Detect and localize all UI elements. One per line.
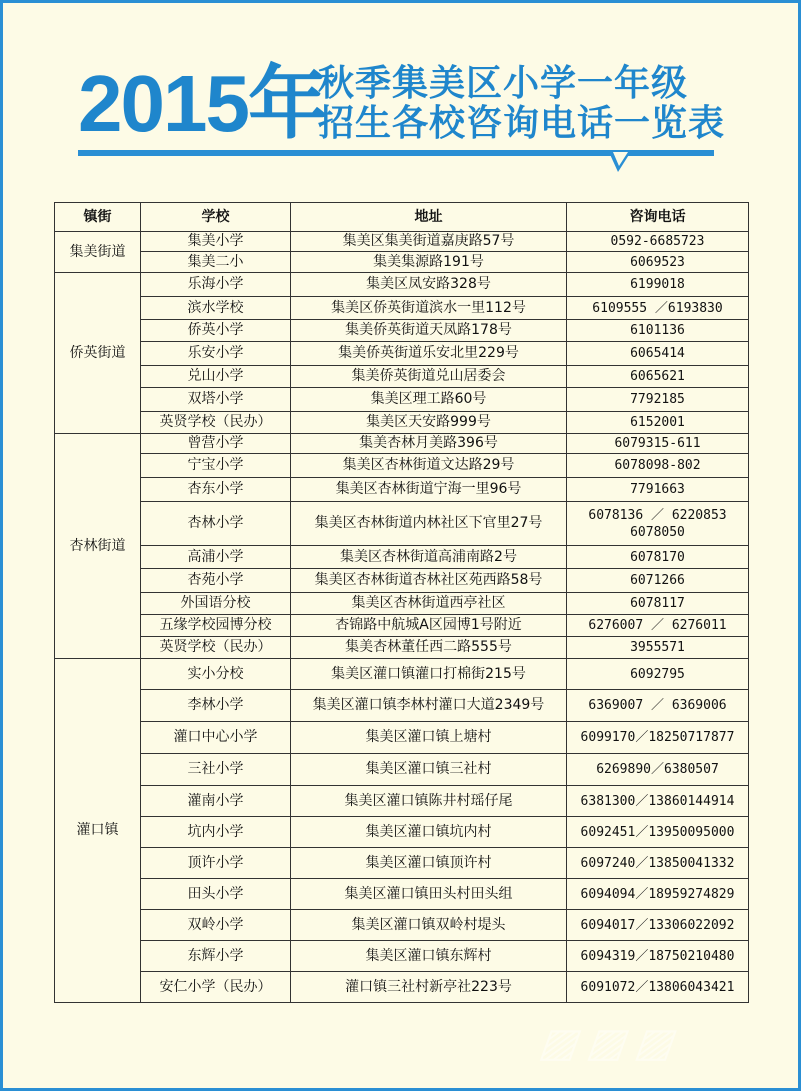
speech-bubble-tail-inner xyxy=(613,152,628,166)
address-cell: 集美区侨英街道滨水一里112号 xyxy=(291,297,567,320)
phone-cell xyxy=(567,366,749,388)
table-row xyxy=(55,786,749,817)
phone-number: 6065414 xyxy=(630,346,685,361)
phone-cell xyxy=(567,593,749,615)
school-cell: 杏苑小学 xyxy=(141,569,291,593)
phone-number: 6276007 ／ 6276011 xyxy=(588,618,727,633)
address-cell: 集美区杏林街道宁海一里96号 xyxy=(291,478,567,502)
address-cell: 集美侨英街道乐安北里229号 xyxy=(291,342,567,366)
table-row xyxy=(55,593,749,615)
table-row xyxy=(55,297,749,320)
title-line-2: 招生各校咨询电话一览表 xyxy=(318,103,726,144)
address-cell: 集美区灌口镇李林村灌口大道2349号 xyxy=(291,690,567,722)
table-row xyxy=(55,273,749,297)
school-cell: 安仁小学（民办） xyxy=(141,972,291,1003)
district-cell: 侨英街道 xyxy=(55,273,141,434)
table-row xyxy=(55,941,749,972)
address-cell: 集美区灌口镇顶许村 xyxy=(291,848,567,879)
phone-cell xyxy=(567,972,749,1003)
school-cell: 田头小学 xyxy=(141,879,291,910)
phone-number: 6078170 xyxy=(630,549,685,565)
table-row xyxy=(55,252,749,273)
school-phone-table xyxy=(54,202,749,1003)
address-cell: 集美杏林月美路396号 xyxy=(291,434,567,454)
school-cell: 集美小学 xyxy=(141,232,291,252)
phone-number: 6109555 ／6193830 xyxy=(592,300,723,316)
column-header-address: 地址 xyxy=(291,203,567,232)
phone-cell xyxy=(567,941,749,972)
table-row xyxy=(55,659,749,690)
address-cell: 集美区凤安路328号 xyxy=(291,273,567,297)
phone-cell xyxy=(567,232,749,252)
phone-number: 6079315-611 xyxy=(614,436,701,451)
phone-cell xyxy=(567,637,749,659)
table-row xyxy=(55,388,749,412)
school-cell: 兑山小学 xyxy=(141,366,291,388)
phone-cell xyxy=(567,817,749,848)
title-year: 2015年 xyxy=(78,59,326,148)
school-cell: 双塔小学 xyxy=(141,388,291,412)
phone-cell xyxy=(567,754,749,786)
address-cell: 集美杏林董任西二路555号 xyxy=(291,637,567,659)
phone-number: 6097240／13850041332 xyxy=(580,855,735,871)
address-cell: 集美区杏林街道内林社区下官里27号 xyxy=(291,502,567,546)
address-cell: 集美区集美街道嘉庚路57号 xyxy=(291,232,567,252)
phone-cell xyxy=(567,879,749,910)
phone-number: 6078117 xyxy=(630,596,685,611)
school-cell: 乐安小学 xyxy=(141,342,291,366)
phone-number: 6381300／13860144914 xyxy=(580,793,735,809)
school-cell: 高浦小学 xyxy=(141,546,291,569)
title-line-1: 秋季集美区小学一年级 xyxy=(318,63,689,104)
phone-cell xyxy=(567,273,749,297)
phone-number: 6101136 xyxy=(630,323,685,338)
table-row xyxy=(55,637,749,659)
phone-number: 6094017／13306022092 xyxy=(580,917,735,933)
address-cell: 集美区灌口镇田头村田头组 xyxy=(291,879,567,910)
phone-number: 6152001 xyxy=(630,415,685,430)
school-cell: 滨水学校 xyxy=(141,297,291,320)
address-cell: 集美集源路191号 xyxy=(291,252,567,273)
address-cell: 集美区理工路60号 xyxy=(291,388,567,412)
district-cell: 杏林街道 xyxy=(55,434,141,659)
address-cell: 集美区杏林街道高浦南路2号 xyxy=(291,546,567,569)
watermark: ▨▨▨ xyxy=(534,1020,695,1066)
table-row xyxy=(55,434,749,454)
phone-cell xyxy=(567,910,749,941)
phone-cell xyxy=(567,569,749,593)
phone-cell xyxy=(567,615,749,637)
phone-number: 6091072／13806043421 xyxy=(580,979,735,995)
table-row xyxy=(55,478,749,502)
address-cell: 集美区灌口镇三社村 xyxy=(291,754,567,786)
phone-cell xyxy=(567,502,749,546)
address-cell: 集美区灌口镇坑内村 xyxy=(291,817,567,848)
phone-number: 7792185 xyxy=(630,392,685,407)
page-header xyxy=(78,59,728,152)
phone-cell xyxy=(567,690,749,722)
school-cell: 杏东小学 xyxy=(141,478,291,502)
address-cell: 集美区杏林街道文达路29号 xyxy=(291,454,567,478)
table-row xyxy=(55,546,749,569)
phone-number: 6078098-802 xyxy=(614,458,701,473)
table-row xyxy=(55,910,749,941)
table-row xyxy=(55,320,749,342)
district-cell: 集美街道 xyxy=(55,232,141,273)
phone-number: 6269890／6380507 xyxy=(596,762,719,777)
school-cell: 李林小学 xyxy=(141,690,291,722)
phone-cell xyxy=(567,722,749,754)
table-body xyxy=(55,232,749,1003)
phone-cell xyxy=(567,546,749,569)
phone-cell xyxy=(567,297,749,320)
school-cell: 五缘学校园博分校 xyxy=(141,615,291,637)
table-row xyxy=(55,569,749,593)
phone-cell xyxy=(567,848,749,879)
school-cell: 灌口中心小学 xyxy=(141,722,291,754)
phone-number: 6369007 ／ 6369006 xyxy=(588,698,727,713)
table-row xyxy=(55,502,749,546)
phone-cell xyxy=(567,454,749,478)
phone-cell xyxy=(567,252,749,273)
column-header-phone: 咨询电话 xyxy=(567,203,749,232)
table-row xyxy=(55,722,749,754)
school-cell: 乐海小学 xyxy=(141,273,291,297)
phone-cell xyxy=(567,478,749,502)
address-cell: 集美区灌口镇灌口打棉街215号 xyxy=(291,659,567,690)
table-row xyxy=(55,342,749,366)
table-row xyxy=(55,412,749,434)
phone-cell xyxy=(567,434,749,454)
address-cell: 集美区杏林街道杏林社区苑西路58号 xyxy=(291,569,567,593)
phone-number: 6065621 xyxy=(630,369,685,384)
table-header-row xyxy=(55,203,749,232)
school-cell: 集美二小 xyxy=(141,252,291,273)
phone-cell xyxy=(567,659,749,690)
phone-number: 6094094／18959274829 xyxy=(580,886,735,902)
school-cell: 顶许小学 xyxy=(141,848,291,879)
table-row xyxy=(55,817,749,848)
school-cell: 侨英小学 xyxy=(141,320,291,342)
school-cell: 曾营小学 xyxy=(141,434,291,454)
school-cell: 坑内小学 xyxy=(141,817,291,848)
school-cell: 宁宝小学 xyxy=(141,454,291,478)
phone-cell xyxy=(567,342,749,366)
table-row xyxy=(55,454,749,478)
school-cell: 灌南小学 xyxy=(141,786,291,817)
school-cell: 三社小学 xyxy=(141,754,291,786)
address-cell: 灌口镇三社村新亭社223号 xyxy=(291,972,567,1003)
address-cell: 集美区杏林街道西亭社区 xyxy=(291,593,567,615)
school-cell: 东辉小学 xyxy=(141,941,291,972)
table-row xyxy=(55,366,749,388)
phone-number: 6199018 xyxy=(630,277,685,292)
address-cell: 集美侨英街道兑山居委会 xyxy=(291,366,567,388)
table-row xyxy=(55,879,749,910)
phone-cell xyxy=(567,412,749,434)
phone-number: 6092451／13950095000 xyxy=(580,824,735,840)
table-row xyxy=(55,972,749,1003)
phone-number: 7791663 xyxy=(630,482,685,497)
phone-number: 0592-6685723 xyxy=(610,234,705,249)
address-cell: 集美区灌口镇双岭村堤头 xyxy=(291,910,567,941)
phone-number-secondary: 6078050 xyxy=(630,524,685,540)
table-row xyxy=(55,848,749,879)
phone-number: 6078136 ／ 6220853 xyxy=(588,507,727,523)
address-cell: 集美区灌口镇上塘村 xyxy=(291,722,567,754)
phone-number: 6094319／18750210480 xyxy=(580,948,735,964)
table-row xyxy=(55,232,749,252)
phone-number: 6092795 xyxy=(630,666,685,682)
address-cell: 集美区天安路999号 xyxy=(291,412,567,434)
school-cell: 外国语分校 xyxy=(141,593,291,615)
school-cell: 英贤学校（民办） xyxy=(141,637,291,659)
address-cell: 集美区灌口镇陈井村瑶仔尾 xyxy=(291,786,567,817)
address-cell: 集美区灌口镇东辉村 xyxy=(291,941,567,972)
table-row xyxy=(55,754,749,786)
school-cell: 英贤学校（民办） xyxy=(141,412,291,434)
phone-number: 6071266 xyxy=(630,573,685,588)
phone-cell xyxy=(567,320,749,342)
school-cell: 实小分校 xyxy=(141,659,291,690)
phone-cell xyxy=(567,388,749,412)
school-cell: 杏林小学 xyxy=(141,502,291,546)
table-row xyxy=(55,615,749,637)
column-header-district: 镇街 xyxy=(55,203,141,232)
phone-number: 6069523 xyxy=(630,254,685,270)
phone-number: 3955571 xyxy=(630,640,685,655)
phone-cell xyxy=(567,786,749,817)
address-cell: 杏锦路中航城A区园博1号附近 xyxy=(291,615,567,637)
school-cell: 双岭小学 xyxy=(141,910,291,941)
address-cell: 集美侨英街道天凤路178号 xyxy=(291,320,567,342)
table-row xyxy=(55,690,749,722)
column-header-school: 学校 xyxy=(141,203,291,232)
district-cell: 灌口镇 xyxy=(55,659,141,1003)
phone-number: 6099170／18250717877 xyxy=(580,730,735,745)
